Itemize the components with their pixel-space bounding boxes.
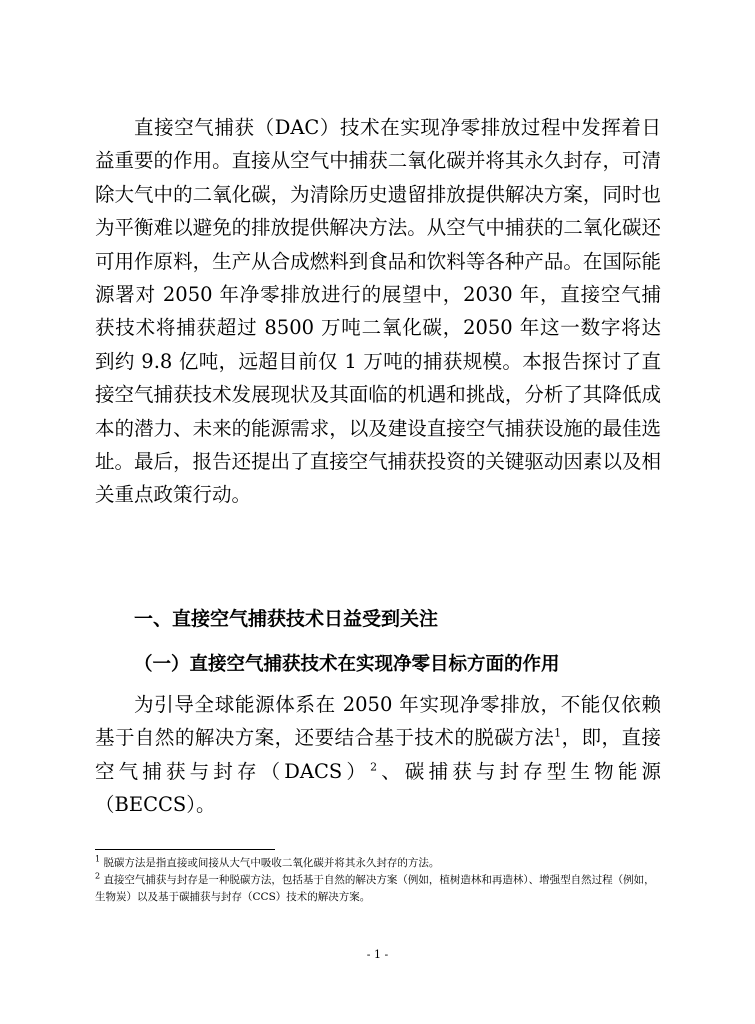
footnote-ref-2[interactable]: 2	[370, 760, 378, 774]
intro-paragraph: 直接空气捕获（DAC）技术在实现净零排放过程中发挥着日益重要的作用。直接从空气中捕获二氧化碳并将其永久封存，可清除大气中的二氧化碳，为清除历史遗留排放提供解决方案，同时也为平衡难以避免的排放提供解决方法。从空气中捕获的二氧化碳还可用作原料，生产从合成燃料到食品和饮料等各种产品。在国际能源署对 2050 年净零排放进行的展望中，2030 年，直接空气捕获技术将捕获超过 8500 万吨二氧化碳，2050 年这一数字将达到约 9.8 亿吨，远超目前仅 1 万吨的捕获规模。本报告探讨了直接空气捕获技术发展现状及其面临的机遇和挑战，分析了其降低成本的潜力、未来的能源需求，以及建设直接空气捕获设施的最佳选址。最后，报告还提出了直接空气捕获投资的关键驱动因素以及相关重点政策行动。	[95, 116, 661, 507]
footnote-divider	[95, 849, 275, 850]
paragraph-text: ，即，直接空气捕获与封存（DACS）	[95, 726, 661, 783]
footnote-1	[95, 855, 661, 872]
paragraph-text: 为引导全球能源体系在 2050 年实现净零排放，不能仅依赖基于自然的解决方案，还要结合基于技术的脱碳方法	[95, 693, 661, 750]
footnote-ref-1[interactable]: 1	[554, 726, 562, 740]
footnotes	[95, 855, 661, 906]
footnote-mark: 2	[95, 871, 101, 881]
body-paragraph	[95, 688, 661, 822]
paragraph-text: 、碳捕获与封存型生物能源（BECCS）。	[95, 759, 661, 817]
footnote-mark: 1	[95, 854, 101, 864]
footnote-text: 直接空气捕获与封存是一种脱碳方法，包括基于自然的解决方案（例如，植树造林和再造林）、增强型自然过程（例如，生物炭）以及基于碳捕获与封存（CCS）技术的解决方案。	[95, 874, 655, 903]
subsection-heading: （一）直接空气捕获技术在实现净零目标方面的作用	[134, 654, 560, 675]
section-heading: 一、直接空气捕获技术日益受到关注	[134, 608, 439, 630]
page-number: - 1 -	[366, 948, 389, 961]
footnote-text: 脱碳方法是指直接或间接从大气中吸收二氧化碳并将其永久封存的方法。	[103, 857, 440, 869]
footnote-2	[95, 872, 661, 906]
